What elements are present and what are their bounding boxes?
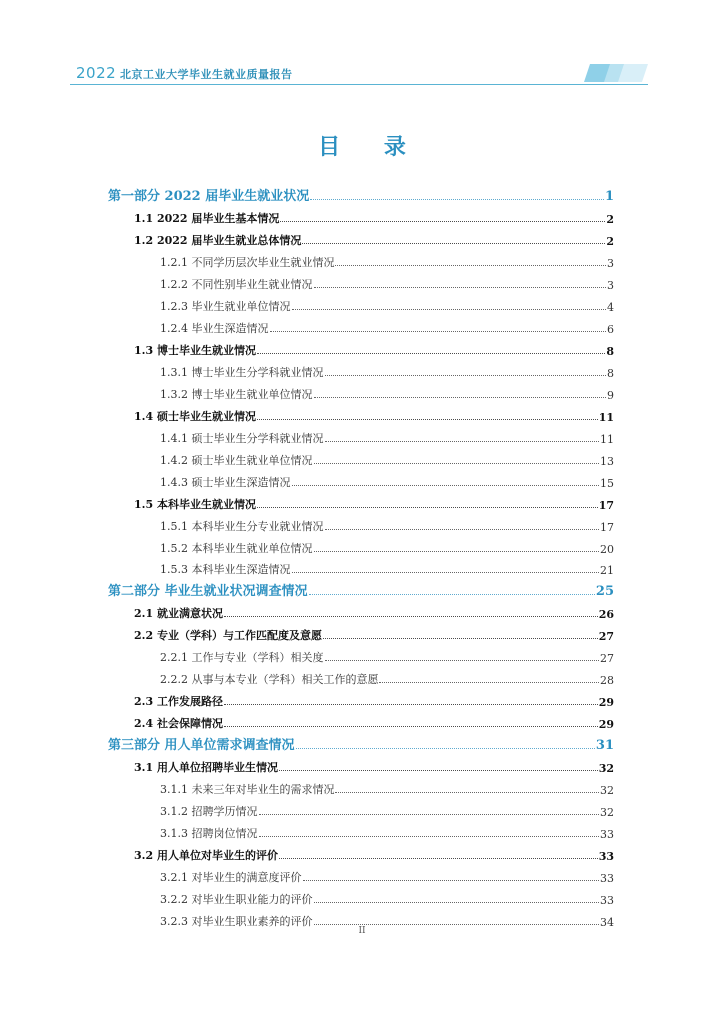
toc-entry-page: 32 — [600, 784, 614, 798]
toc-entry[interactable] — [108, 338, 614, 358]
toc-dot-leader — [325, 529, 600, 530]
toc-entry[interactable] — [108, 184, 614, 204]
toc-entry[interactable] — [108, 623, 614, 643]
toc-heading: 目 录 — [318, 134, 424, 160]
toc-dot-leader — [224, 726, 598, 727]
toc-entry-page: 11 — [600, 432, 614, 446]
toc-entry-page: 21 — [600, 564, 614, 578]
toc-entry-label: 2.2 专业（学科）与工作匹配度及意愿 — [134, 629, 322, 643]
toc-entry-label: 1.3.2 博士毕业生就业单位情况 — [160, 387, 313, 401]
toc-entry-page: 32 — [600, 806, 614, 820]
toc-entry-label: 3.1.3 招聘岗位情况 — [160, 827, 258, 841]
toc-entry[interactable] — [108, 843, 614, 863]
header-year: 2022 — [76, 64, 117, 82]
toc-entry[interactable] — [108, 316, 614, 336]
toc-entry-page: 28 — [600, 674, 614, 688]
toc-entry-page: 11 — [598, 410, 614, 424]
toc-entry-page: 34 — [600, 916, 614, 929]
toc-entry-label: 1.1 2022 届毕业生基本情况 — [134, 211, 280, 225]
toc-dot-leader — [257, 419, 598, 420]
toc-dot-leader — [303, 880, 600, 881]
toc-dot-leader — [335, 265, 606, 266]
toc-dot-leader — [259, 814, 600, 815]
toc-entry-page: 33 — [598, 850, 614, 864]
toc-dot-leader — [224, 616, 598, 617]
toc-dot-leader — [270, 331, 607, 332]
toc-entry-page: 33 — [600, 828, 614, 842]
toc-entry-label: 1.5.1 本科毕业生分专业就业情况 — [160, 519, 324, 533]
toc-entry-label: 2.2.1 工作与专业（学科）相关度 — [160, 651, 324, 665]
toc-entry-label: 1.4.1 硕士毕业生分学科就业情况 — [160, 431, 324, 445]
toc-entry[interactable] — [108, 777, 614, 797]
toc-entry-page: 27 — [600, 652, 614, 666]
toc-dot-leader — [309, 594, 595, 595]
toc-entry[interactable] — [108, 579, 614, 599]
toc-entry-label: 1.3.1 博士毕业生分学科就业情况 — [160, 365, 324, 379]
page-number: II — [358, 926, 366, 936]
toc-dot-leader — [257, 353, 605, 354]
toc-dot-leader — [310, 199, 604, 200]
toc-dot-leader — [325, 375, 607, 376]
toc-entry-page: 2 — [606, 234, 614, 248]
toc-entry[interactable] — [108, 689, 614, 709]
toc-entry-page: 4 — [607, 300, 614, 314]
toc-entry-page: 1 — [604, 189, 614, 204]
toc-entry-label: 1.5.2 本科毕业生就业单位情况 — [160, 541, 313, 555]
toc-entry-label: 1.2 2022 届毕业生就业总体情况 — [134, 233, 302, 247]
toc-dot-leader — [325, 441, 600, 442]
toc-entry-label: 1.3 博士毕业生就业情况 — [134, 343, 256, 357]
toc-dot-leader — [296, 748, 595, 749]
toc-entry-page: 2 — [606, 212, 614, 226]
toc-dot-leader — [379, 682, 599, 683]
toc-entry-label: 1.5 本科毕业生就业情况 — [134, 497, 256, 511]
toc-entry-page: 33 — [600, 894, 614, 908]
toc-dot-leader — [323, 638, 598, 639]
toc-entry[interactable] — [108, 206, 614, 226]
toc-entry-label: 3.2.2 对毕业生职业能力的评价 — [160, 893, 313, 907]
toc-entry[interactable] — [108, 272, 614, 292]
toc-entry-label: 1.4 硕士毕业生就业情况 — [134, 409, 256, 423]
toc-entry[interactable] — [108, 821, 614, 841]
toc-entry[interactable] — [108, 448, 614, 468]
toc-entry-label: 1.4.3 硕士毕业生深造情况 — [160, 475, 291, 489]
toc-entry[interactable] — [108, 887, 614, 907]
toc-dot-leader — [325, 660, 600, 661]
toc-entry-label: 3.2 用人单位对毕业生的评价 — [134, 849, 278, 863]
toc-entry[interactable] — [108, 360, 614, 380]
toc-entry-label: 3.1.1 未来三年对毕业生的需求情况 — [160, 783, 335, 797]
toc-entry[interactable] — [108, 514, 614, 534]
toc-dot-leader — [292, 309, 607, 310]
toc-entry[interactable] — [108, 294, 614, 314]
toc-entry-label: 3.1 用人单位招聘毕业生情况 — [134, 761, 278, 775]
toc-dot-leader — [314, 397, 607, 398]
toc-dot-leader — [314, 287, 607, 288]
header-title: 北京工业大学毕业生就业质量报告 — [120, 68, 293, 81]
toc-dot-leader — [280, 221, 605, 222]
toc-entry-label: 3.2.3 对毕业生职业素养的评价 — [160, 915, 313, 928]
toc-entry-page: 26 — [598, 608, 614, 622]
toc-entry-label: 1.2.3 毕业生就业单位情况 — [160, 299, 291, 313]
toc-entry-page: 27 — [598, 630, 614, 644]
toc-entry[interactable] — [108, 865, 614, 885]
toc-entry-page: 25 — [595, 584, 614, 600]
toc-entry-page: 29 — [598, 718, 614, 732]
toc-dot-leader — [302, 243, 605, 244]
toc-dot-leader — [279, 858, 598, 859]
toc-entry-page: 15 — [600, 476, 614, 490]
toc-entry[interactable] — [108, 799, 614, 819]
toc-entry-page: 17 — [600, 520, 614, 534]
toc-entry[interactable] — [108, 755, 614, 775]
toc-entry-page: 31 — [595, 738, 614, 754]
toc-entry[interactable] — [108, 733, 614, 753]
toc-entry-page: 8 — [606, 344, 614, 358]
toc-entry[interactable] — [108, 601, 614, 621]
toc-entry-label: 1.2.4 毕业生深造情况 — [160, 321, 269, 335]
toc-dot-leader — [224, 704, 598, 705]
toc-entry-page: 29 — [598, 696, 614, 710]
toc-dot-leader — [314, 551, 600, 552]
toc-entry-page: 3 — [607, 256, 614, 270]
toc-entry-page: 17 — [598, 498, 614, 512]
page-header — [76, 64, 648, 84]
toc-entry-page: 32 — [598, 762, 614, 776]
toc-entry-label: 3.1.2 招聘学历情况 — [160, 805, 258, 819]
toc-dot-leader — [335, 792, 599, 793]
toc-entry-label: 1.4.2 硕士毕业生就业单位情况 — [160, 453, 313, 467]
toc-dot-leader — [314, 924, 600, 925]
header-divider — [70, 84, 648, 85]
toc-entry[interactable] — [108, 645, 614, 665]
toc-entry-label: 第三部分 用人单位需求调查情况 — [108, 738, 295, 754]
toc-entry-page: 9 — [607, 388, 614, 402]
toc-entry-page: 33 — [600, 872, 614, 886]
toc-entry[interactable] — [108, 711, 614, 731]
toc-entry-label: 2.1 就业满意状况 — [134, 607, 223, 621]
toc-dot-leader — [314, 463, 600, 464]
toc-entry[interactable] — [108, 250, 614, 270]
toc-entry[interactable] — [108, 492, 614, 512]
toc-entry-page: 8 — [607, 366, 614, 380]
toc-dot-leader — [292, 485, 600, 486]
toc-entry[interactable] — [108, 536, 614, 556]
toc-entry[interactable] — [108, 228, 614, 248]
toc-entry-label: 第二部分 毕业生就业状况调查情况 — [108, 584, 308, 600]
toc-dot-leader — [314, 902, 600, 903]
toc-entry-page: 13 — [600, 454, 614, 468]
toc-entry[interactable] — [108, 667, 614, 687]
toc-dot-leader — [259, 836, 600, 837]
toc-dot-leader — [279, 770, 598, 771]
toc-entry-label: 2.3 工作发展路径 — [134, 695, 223, 709]
toc-entry-label: 1.2.2 不同性别毕业生就业情况 — [160, 277, 313, 291]
toc-entry-page: 3 — [607, 278, 614, 292]
toc-entry[interactable] — [108, 382, 614, 402]
toc-entry[interactable] — [108, 404, 614, 424]
toc-entry-label: 1.5.3 本科毕业生深造情况 — [160, 563, 291, 577]
toc-entry[interactable] — [108, 557, 614, 577]
toc-entry-label: 第一部分 2022 届毕业生就业状况 — [108, 189, 310, 204]
toc-dot-leader — [257, 507, 598, 508]
toc-entry-label: 2.4 社会保障情况 — [134, 717, 223, 731]
toc-entry-label: 3.2.1 对毕业生的满意度评价 — [160, 871, 302, 885]
toc-entry[interactable] — [108, 470, 614, 490]
toc-dot-leader — [292, 572, 600, 573]
toc-entry[interactable] — [108, 426, 614, 446]
header-stripes-decoration — [584, 64, 648, 82]
toc-entry-page: 20 — [600, 542, 614, 556]
toc-entry-label: 1.2.1 不同学历层次毕业生就业情况 — [160, 255, 335, 269]
toc-entry-page: 6 — [607, 322, 614, 336]
toc-entry-label: 2.2.2 从事与本专业（学科）相关工作的意愿 — [160, 673, 379, 687]
